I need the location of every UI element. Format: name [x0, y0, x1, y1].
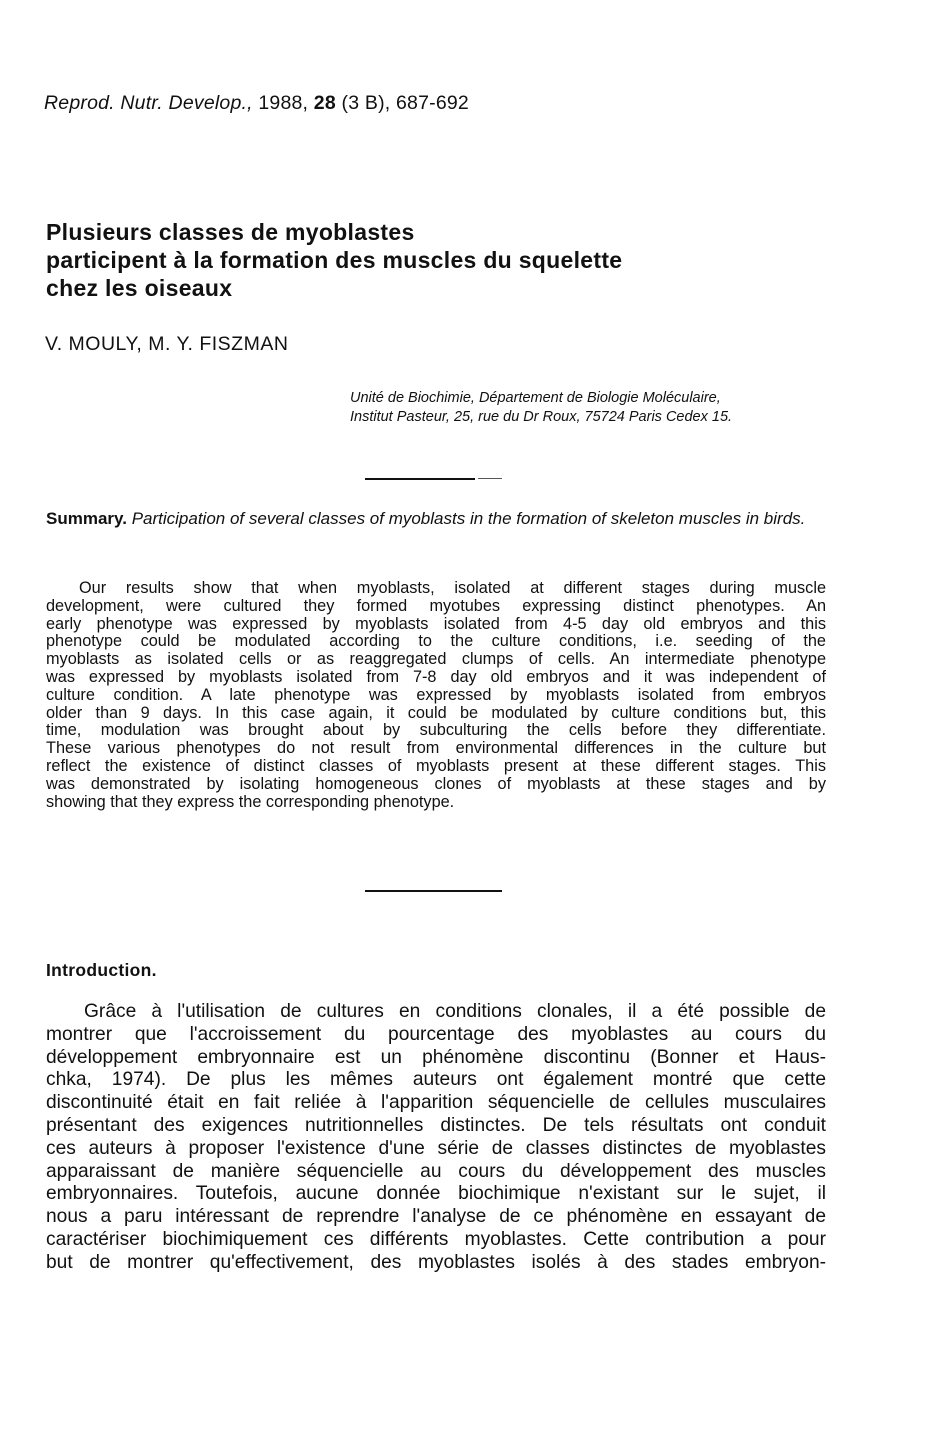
affiliation — [350, 389, 732, 427]
abstract — [46, 580, 826, 811]
abstract-line: time, modulation was brought about by subculturing the cells before they differentiate. — [46, 721, 826, 740]
abstract-line: older than 9 days. In this case again, it could be modulated by culture conditions but, this — [46, 703, 826, 722]
body-line: caractériser biochimiquement ces différents myoblastes. Cette contribution a pour — [46, 1228, 826, 1250]
citation-year: 1988, — [258, 92, 309, 114]
body-line: Grâce à l'utilisation de cultures en conditions clonales, il a été possible de — [84, 1001, 826, 1022]
author-list: V. MOULY, M. Y. FISZMAN — [45, 333, 289, 355]
abstract-line: These various phenotypes do not result from environmental differences in the culture but — [46, 739, 826, 758]
body-line: discontinuité était en fait reliée à l'apparition séquencielle de cellules musculaires — [46, 1092, 826, 1114]
body-line: nous a paru intéressant de reprendre l'analyse de ce phénomène en essayant de — [46, 1206, 826, 1228]
separator-rule — [365, 890, 502, 892]
abstract-line: early phenotype was expressed by myoblasts isolated from 4-5 day old embryos and this — [46, 614, 826, 633]
separator-rule — [365, 478, 475, 480]
affiliation-line: Institut Pasteur, 25, rue du Dr Roux, 75724 Paris Cedex 15. — [350, 409, 733, 425]
summary-heading — [46, 509, 834, 528]
affiliation-line: Unité de Biochimie, Département de Biologie Moléculaire, — [350, 390, 721, 406]
title-line: chez les oiseaux — [46, 275, 233, 301]
body-line: but de montrer qu'effectivement, des myoblastes isolés à des stades embryon- — [46, 1251, 826, 1273]
title-line: participent à la formation des muscles du squelette — [46, 247, 623, 273]
section-heading-introduction: Introduction. — [46, 960, 157, 980]
paper-title — [46, 218, 866, 302]
abstract-line: development, were cultured they formed myotubes expressing distinct phenotypes. An — [46, 596, 826, 615]
abstract-line: myoblasts as isolated cells or as reaggregated clumps of cells. An intermediate phenotype — [46, 650, 826, 669]
abstract-line: Our results show that when myoblasts, isolated at different stages during muscle — [79, 579, 826, 597]
abstract-line: culture condition. A late phenotype was expressed by myoblasts isolated from embryos — [46, 685, 826, 704]
body-line: développement embryonnaire est un phénomène discontinu (Bonner et Haus- — [46, 1046, 826, 1068]
body-line: apparaissant de manière séquencielle au cours du développement des muscles — [46, 1160, 826, 1182]
abstract-line: phenotype could be modulated according to the culture conditions, i.e. seeding of the — [46, 632, 826, 651]
body-line: présentant des exigences nutritionnelles distinctes. De tels résultats ont conduit — [46, 1114, 826, 1136]
citation-issue-pages: (3 B), 687-692 — [341, 92, 469, 114]
body-line: chka, 1974). De plus les mêmes auteurs ont également montré que cette — [46, 1069, 826, 1091]
journal-citation — [44, 92, 469, 115]
abstract-line: was demonstrated by isolating homogeneous clones of myoblasts at these stages and by — [46, 774, 826, 793]
summary-title: Participation of several classes of myoblasts in the formation of skeleton muscles in birds. — [131, 509, 806, 528]
body-line: embryonnaires. Toutefois, aucune donnée biochimique n'existant sur le sujet, il — [46, 1183, 826, 1205]
abstract-line: reflect the existence of distinct classes of myoblasts present at these different stages. This — [46, 756, 826, 775]
separator-rule-tail — [478, 478, 502, 479]
introduction-body — [46, 1001, 826, 1275]
journal-name: Reprod. Nutr. Develop., — [44, 92, 253, 114]
citation-volume: 28 — [313, 92, 336, 114]
body-line: montrer que l'accroissement du pourcentage des myoblastes au cours du — [46, 1023, 826, 1045]
title-line: Plusieurs classes de myoblastes — [46, 219, 415, 245]
abstract-line: showing that they express the corresponding phenotype. — [46, 792, 455, 811]
abstract-line: was expressed by myoblasts isolated from 7-8 day old embryos and it was independent of — [46, 667, 826, 686]
body-line: ces auteurs à proposer l'existence d'une série de classes distinctes de myoblastes — [46, 1137, 826, 1159]
summary-label: Summary. — [46, 509, 127, 528]
